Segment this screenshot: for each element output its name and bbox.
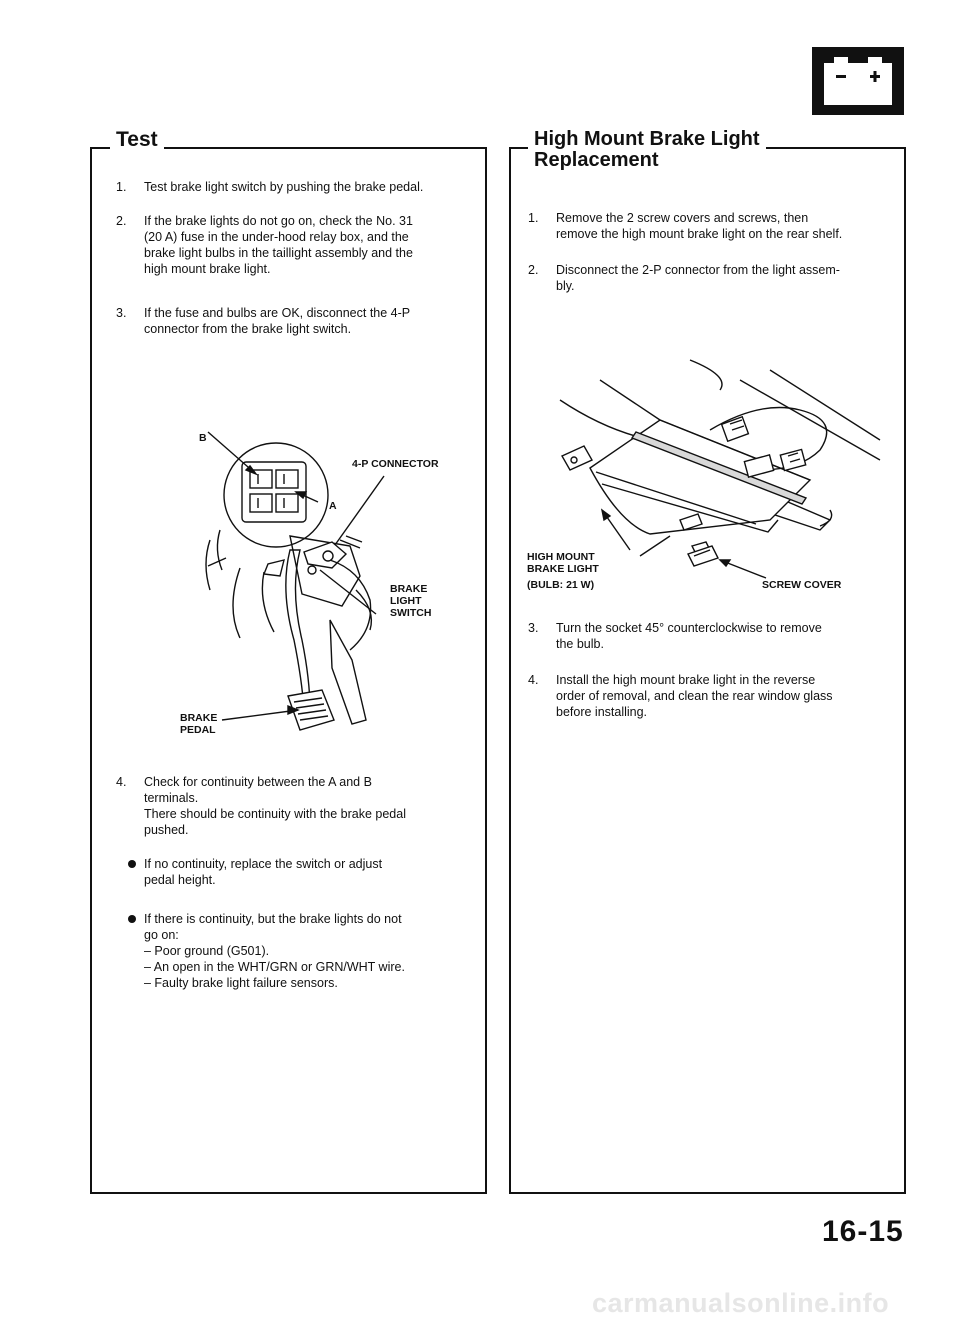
replacement-step-3 [528, 620, 894, 652]
test-step-2 [116, 213, 476, 277]
bullet-text: – An open in the WHT/GRN or GRN/WHT wire. [144, 960, 405, 974]
label-line: LIGHT [390, 595, 422, 607]
test-bullet-2 [128, 911, 476, 991]
high-mount-light-label [527, 551, 599, 591]
brake-switch-figure [180, 440, 480, 750]
step-text: before installing. [556, 705, 648, 719]
brake-pedal-label [180, 712, 217, 736]
step-number: 1. [528, 211, 539, 225]
step-number: 2. [116, 214, 127, 228]
step-text: Turn the socket 45° counterclockwise to remove [556, 621, 822, 635]
step-number: 3. [528, 621, 539, 635]
bullet-text: – Poor ground (G501). [144, 944, 270, 958]
replacement-section-box [509, 147, 906, 1194]
replacement-section-title [528, 129, 766, 171]
step-text: If the fuse and bulbs are OK, disconnect the 4-P [144, 306, 411, 320]
step-number: 4. [116, 775, 127, 789]
bullet-dot [128, 915, 136, 923]
watermark: carmanualsonline.info [592, 1288, 890, 1318]
step-text: There should be continuity with the brake pedal [144, 807, 406, 821]
test-step-3 [116, 305, 476, 337]
battery-icon [812, 47, 904, 115]
bullet-text: – Faulty brake light failure sensors. [144, 976, 338, 990]
step-number: 4. [528, 673, 539, 687]
label-line: BRAKE [180, 712, 218, 724]
step-number: 3. [116, 306, 127, 320]
test-section-title: Test [110, 129, 164, 151]
replacement-step-1 [528, 210, 894, 242]
step-number: 2. [528, 263, 539, 277]
label-line: HIGH MOUNT [527, 551, 595, 563]
test-bullet-1 [128, 856, 476, 888]
replacement-step-4 [528, 672, 894, 720]
step-text: Test brake light switch by pushing the brake pedal. [144, 180, 424, 194]
title-line: High Mount Brake Light [534, 128, 760, 150]
page-number: 16-15 [822, 1215, 904, 1248]
label-line: BRAKE [390, 583, 428, 595]
high-mount-light-figure [540, 360, 890, 580]
test-step-1 [116, 179, 476, 195]
step-text: Install the high mount brake light in the reverse [556, 673, 816, 687]
step-text: Check for continuity between the A and B [144, 775, 372, 789]
step-text: If the brake lights do not go on, check the No. 31 [144, 214, 413, 228]
step-text: order of removal, and clean the rear window glass [556, 689, 833, 703]
bullet-dot [128, 860, 136, 868]
step-text: brake light bulbs in the taillight assembly and the [144, 246, 413, 260]
test-step-4 [116, 774, 476, 838]
bullet-text: pedal height. [144, 873, 216, 887]
step-text: bly. [556, 279, 575, 293]
step-text: Remove the 2 screw covers and screws, then [556, 211, 809, 225]
label-line: SWITCH [390, 607, 432, 619]
screw-cover-label: SCREW COVER [762, 579, 842, 591]
step-text: remove the high mount brake light on the rear shelf. [556, 227, 843, 241]
step-number: 1. [116, 180, 127, 194]
brake-light-switch-label [390, 583, 431, 619]
bullet-text: If there is continuity, but the brake lights do not [144, 912, 402, 926]
step-text: the bulb. [556, 637, 604, 651]
step-text: terminals. [144, 791, 199, 805]
terminal-a-label: A [329, 500, 337, 512]
step-text: connector from the brake light switch. [144, 322, 352, 336]
label-line: PEDAL [180, 724, 216, 736]
step-text: high mount brake light. [144, 262, 271, 276]
title-line: Replacement [534, 149, 659, 171]
replacement-step-2 [528, 262, 894, 294]
label-line: (BULB: 21 W) [527, 579, 595, 591]
connector-label: 4-P CONNECTOR [352, 458, 439, 470]
bullet-text: If no continuity, replace the switch or adjust [144, 857, 383, 871]
step-text: Disconnect the 2-P connector from the light assem- [556, 263, 840, 277]
step-text: (20 A) fuse in the under-hood relay box, and the [144, 230, 409, 244]
terminal-b-label: B [199, 432, 207, 444]
bullet-text: go on: [144, 928, 179, 942]
step-text: pushed. [144, 823, 189, 837]
label-line: BRAKE LIGHT [527, 563, 599, 575]
